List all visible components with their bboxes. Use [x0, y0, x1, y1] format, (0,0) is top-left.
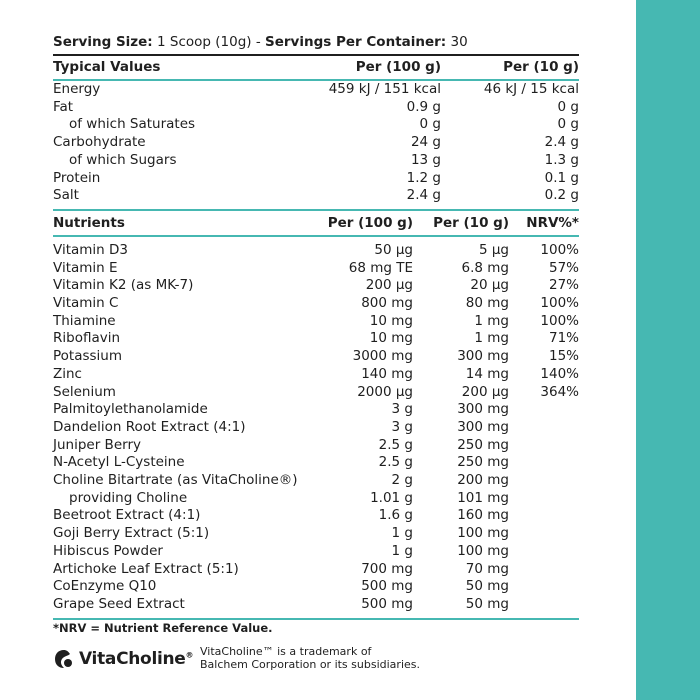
typical-cell-per10: 2.4 g	[544, 134, 579, 151]
trademark-notice	[200, 645, 420, 671]
nutrient-row	[53, 330, 579, 348]
nutrient-cell-per10: 250 mg	[457, 436, 509, 453]
nutrients-header-row	[53, 211, 579, 236]
nutrient-cell-name: providing Choline	[69, 489, 188, 506]
nutrient-cell-name: Zinc	[53, 365, 82, 382]
typical-row	[53, 134, 579, 152]
typical-cell-per10: 0.1 g	[544, 169, 579, 186]
nutrient-cell-nrv: 100%	[540, 312, 579, 329]
nutrient-cell-per100: 2 g	[391, 472, 413, 489]
nutrient-cell-per100: 1.6 g	[378, 507, 413, 524]
nutrient-cell-per100: 10 mg	[369, 330, 413, 347]
nutrient-row	[53, 490, 579, 508]
typical-header-row	[53, 55, 579, 80]
nutrient-cell-nrv	[509, 472, 579, 490]
nutrient-cell-per10: 200 mg	[457, 472, 509, 489]
nutrient-row	[53, 507, 579, 525]
typical-bottom-rule	[53, 205, 579, 210]
nutrient-cell-name: Vitamin C	[53, 295, 119, 312]
typical-row	[53, 152, 579, 170]
nutrient-cell-per100: 500 mg	[361, 595, 413, 612]
vitacholine-logo	[53, 646, 193, 672]
nutrient-row	[53, 313, 579, 331]
nutrient-cell-name: Choline Bitartrate (as VitaCholine®)	[53, 472, 298, 489]
nutrient-cell-name: Beetroot Extract (4:1)	[53, 507, 201, 524]
nutrient-cell-per100: 500 mg	[361, 578, 413, 595]
typical-cell-per10: 0 g	[557, 98, 579, 115]
nutrient-cell-per10: 250 mg	[457, 454, 509, 471]
nutrient-cell-per10: 20 µg	[470, 277, 509, 294]
nutrient-cell-name: Artichoke Leaf Extract (5:1)	[53, 560, 239, 577]
nutrient-row	[53, 454, 579, 472]
nutrient-cell-name: Vitamin E	[53, 259, 118, 276]
nutrient-cell-per10: 300 mg	[457, 418, 509, 435]
nutrient-cell-per100: 1 g	[391, 542, 413, 559]
nutrient-cell-per10: 200 µg	[461, 383, 509, 400]
typical-cell-name: of which Saturates	[69, 116, 196, 133]
typical-cell-per100: 459 kJ / 151 kcal	[328, 81, 441, 97]
nutrient-cell-per100: 2.5 g	[378, 454, 413, 471]
nutrient-row	[53, 472, 579, 490]
typical-cell-per10: 1.3 g	[544, 151, 579, 168]
nutrient-cell-per100: 68 mg TE	[348, 259, 413, 276]
nutrient-row	[53, 348, 579, 366]
typical-row	[53, 80, 579, 99]
nutrients-header-nrv: NRV%*	[509, 211, 579, 236]
nutrient-row	[53, 543, 579, 561]
typical-cell-per10: 0.2 g	[544, 187, 579, 204]
nutrient-cell-name: Goji Berry Extract (5:1)	[53, 525, 210, 542]
nutrient-cell-name: Potassium	[53, 348, 123, 365]
nutrient-row	[53, 419, 579, 437]
vitacholine-logo-icon	[53, 648, 75, 670]
typical-cell-name: Salt	[53, 187, 79, 204]
nutrient-cell-nrv: 15%	[548, 348, 579, 365]
nutrient-cell-per10: 50 mg	[465, 595, 509, 612]
nutrient-row	[53, 525, 579, 543]
nutrient-cell-per10: 1 mg	[474, 330, 509, 347]
nutrient-row	[53, 596, 579, 614]
nutrient-cell-per10: 100 mg	[457, 542, 509, 559]
typical-cell-per100: 0 g	[419, 116, 441, 133]
nutrient-cell-per10: 14 mg	[465, 365, 509, 382]
nutrient-row	[53, 242, 579, 260]
typical-cell-name: of which Sugars	[69, 151, 177, 168]
nutrient-cell-per10: 80 mg	[465, 295, 509, 312]
nutrient-cell-nrv	[509, 578, 579, 596]
nutrient-cell-per10: 1 mg	[474, 312, 509, 329]
nutrient-cell-per100: 1 g	[391, 525, 413, 542]
typical-row	[53, 187, 579, 205]
typical-cell-per100: 13 g	[410, 151, 441, 168]
nutrient-cell-nrv	[509, 507, 579, 525]
nutrient-cell-nrv	[509, 561, 579, 579]
nutrient-cell-per100: 3 g	[391, 401, 413, 418]
nutrient-cell-nrv	[509, 596, 579, 614]
nutrient-cell-per10: 5 µg	[478, 241, 509, 258]
nutrient-cell-per10: 300 mg	[457, 348, 509, 365]
nrv-footnote: *NRV = Nutrient Reference Value.	[53, 621, 273, 635]
typical-cell-name: Carbohydrate	[53, 134, 146, 151]
nutrient-cell-per10: 160 mg	[457, 507, 509, 524]
nutrient-row	[53, 295, 579, 313]
typical-cell-per10: 0 g	[557, 116, 579, 133]
serving-size-value: 1 Scoop (10g)	[157, 34, 252, 50]
nutrient-cell-nrv	[509, 454, 579, 472]
nutrient-row	[53, 384, 579, 402]
nutrient-row	[53, 277, 579, 295]
nutrient-cell-name: N-Acetyl L-Cysteine	[53, 454, 185, 471]
nutrient-cell-name: Juniper Berry	[53, 436, 141, 453]
nutrient-row	[53, 578, 579, 596]
typical-cell-name: Fat	[53, 98, 74, 115]
serving-dash: -	[255, 34, 261, 50]
typical-cell-name: Energy	[53, 81, 101, 97]
servings-per-container-value: 30	[450, 34, 468, 50]
nutrient-cell-per100: 3 g	[391, 418, 413, 435]
nutrient-cell-name: Selenium	[53, 383, 116, 400]
side-accent-bar	[636, 0, 700, 700]
nutrient-cell-per10: 100 mg	[457, 525, 509, 542]
nutrients-table	[53, 211, 579, 620]
typical-header-per100: Per (100 g)	[293, 55, 441, 80]
nutrient-row	[53, 561, 579, 579]
nutrient-cell-nrv: 364%	[540, 383, 579, 400]
trademark-line-1: VitaCholine™ is a trademark of	[200, 645, 372, 658]
nutrient-cell-nrv: 57%	[548, 259, 579, 276]
typical-values-table	[53, 54, 579, 211]
nutrient-cell-nrv	[509, 490, 579, 508]
nutrient-cell-per100: 10 mg	[369, 312, 413, 329]
nutrients-header-per100: Per (100 g)	[293, 211, 413, 236]
nutrients-header-name: Nutrients	[53, 211, 293, 236]
nutrient-cell-name: Grape Seed Extract	[53, 595, 185, 612]
nutrient-cell-nrv: 140%	[540, 365, 579, 382]
nutrient-cell-name: Vitamin K2 (as MK-7)	[53, 277, 194, 294]
trademark-line-2: Balchem Corporation or its subsidiaries.	[200, 658, 420, 671]
nutrient-cell-name: Dandelion Root Extract (4:1)	[53, 418, 246, 435]
nutrient-cell-nrv	[509, 525, 579, 543]
nutrient-row	[53, 437, 579, 455]
nutrient-cell-name: Palmitoylethanolamide	[53, 401, 208, 418]
nutrient-cell-per100: 800 mg	[361, 295, 413, 312]
typical-cell-name: Protein	[53, 169, 101, 186]
servings-per-container-label: Servings Per Container:	[265, 34, 447, 50]
nutrient-row	[53, 366, 579, 384]
nutrient-cell-per100: 140 mg	[361, 365, 413, 382]
nutrient-cell-per100: 3000 mg	[352, 348, 413, 365]
typical-header-per10: Per (10 g)	[441, 55, 579, 80]
nutrient-cell-per100: 2000 µg	[357, 383, 413, 400]
nutrient-cell-name: Thiamine	[53, 312, 116, 329]
typical-row	[53, 116, 579, 134]
typical-header-name: Typical Values	[53, 55, 293, 80]
typical-row	[53, 99, 579, 117]
nutrient-cell-per10: 6.8 mg	[461, 259, 509, 276]
nutrient-cell-nrv	[509, 401, 579, 419]
nutrition-panel	[53, 30, 579, 620]
typical-cell-per100: 1.2 g	[406, 169, 441, 186]
nutrient-cell-per100: 50 µg	[374, 241, 413, 258]
nutrient-cell-per100: 2.5 g	[378, 436, 413, 453]
nutrient-cell-per10: 300 mg	[457, 401, 509, 418]
typical-row	[53, 170, 579, 188]
nutrient-cell-nrv: 100%	[540, 241, 579, 258]
nutrient-cell-per100: 1.01 g	[370, 489, 413, 506]
nutrients-header-per10: Per (10 g)	[413, 211, 509, 236]
nutrient-cell-nrv: 71%	[548, 330, 579, 347]
serving-info	[53, 30, 579, 54]
nutrient-cell-name: Riboflavin	[53, 330, 121, 347]
nutrient-cell-per10: 101 mg	[457, 489, 509, 506]
serving-size-label: Serving Size:	[53, 34, 153, 50]
typical-cell-per100: 2.4 g	[406, 187, 441, 204]
nutrient-cell-per100: 200 µg	[365, 277, 413, 294]
vitacholine-wordmark: VitaCholine®	[79, 649, 194, 669]
nutrient-row	[53, 401, 579, 419]
nutrient-cell-name: Hibiscus Powder	[53, 542, 163, 559]
nutrient-cell-nrv	[509, 437, 579, 455]
nutrients-bottom-rule	[53, 614, 579, 619]
nutrient-row	[53, 260, 579, 278]
typical-cell-per100: 0.9 g	[406, 98, 441, 115]
nutrient-cell-per10: 70 mg	[465, 560, 509, 577]
nutrient-cell-nrv: 27%	[548, 277, 579, 294]
nutrient-cell-nrv	[509, 543, 579, 561]
nutrient-cell-name: Vitamin D3	[53, 241, 128, 258]
typical-cell-per10: 46 kJ / 15 kcal	[483, 81, 579, 97]
nutrient-cell-per100: 700 mg	[361, 560, 413, 577]
nutrient-cell-per10: 50 mg	[465, 578, 509, 595]
nutrient-cell-nrv: 100%	[540, 295, 579, 312]
nutrient-cell-name: CoEnzyme Q10	[53, 578, 157, 595]
typical-cell-per100: 24 g	[410, 134, 441, 151]
nutrient-cell-nrv	[509, 419, 579, 437]
